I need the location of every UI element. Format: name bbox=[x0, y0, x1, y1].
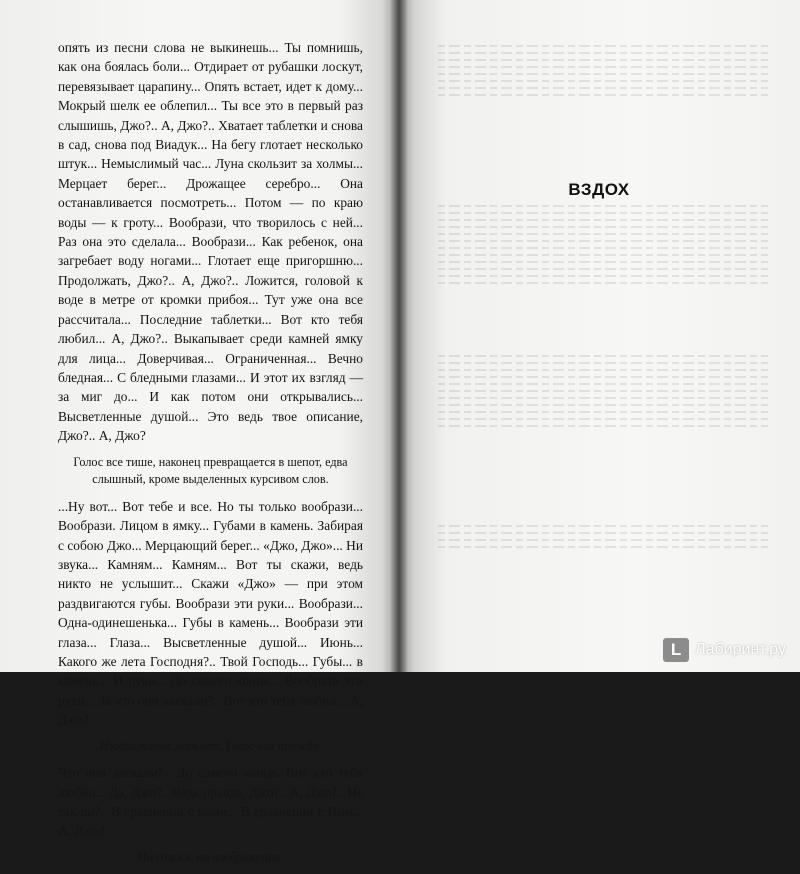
site-watermark bbox=[663, 638, 786, 662]
watermark-text: Лабиринт.ру bbox=[695, 641, 786, 658]
left-page bbox=[0, 0, 398, 864]
paragraph-1: опять из песни слова не выкинешь... Ты помнишь, как она боялась боли... Отдирает от рубашки лоскут, перевязывает царапину... Опять встает, идет к дому... Мокрый шелк ее облепил... Ты все это в первый раз слышишь, Джо?.. А, Джо?.. Хватает таблетки и снова в сад, снова под Виадук... На бегу глотает несколько штук... Немыслимый час... Луна скользит за холмы... Мерцает берег... Дрожащее серебро... Она останавливается посмотреть... Потом — по краю воды — к гроту... Вообрази, что творилось с ней... Раз она это сделала... Вообрази... Как ребенок, она загребает воду ногами... Глотает еще пригоршню... Продолжать, Джо?.. А, Джо?.. Ложится, головой к воде в метре от кромки прибоя... Тут уже она все рассчитала... Последние таблетки... Вот кто тебя любил... А, Джо?.. Выкапывает среди камней ямку для лица... Доверчивая... Ограниченная... Вечно бледная... С бледными глазами... И этот их взгляд — за миг до... И как потом они открывались... Высветленные душой... Это ведь твое описание, Джо?.. А, Джо? bbox=[58, 40, 363, 444]
labirint-logo-icon: L bbox=[663, 638, 689, 662]
stage-direction-3: Ни голоса, ни изображения. bbox=[137, 849, 284, 864]
show-through-text bbox=[438, 200, 768, 212]
chapter-title: ВЗДОХ bbox=[568, 180, 630, 199]
paragraph-3: Что они ласкали?.. До самого конца. Вот кто тебя любил... Да, Джо?.. Ведь правда, Джо?.. А, Джо?.. Не так ли?.. В сравнении с нами... В сравнении с Ним... А, Джо? bbox=[58, 765, 363, 839]
stage-direction-2: Изображение меркнет. Голос как прежде. bbox=[99, 738, 322, 753]
show-through-text bbox=[438, 350, 768, 362]
right-page bbox=[398, 0, 800, 672]
left-page-text bbox=[58, 38, 363, 874]
book-spine-shadow bbox=[390, 0, 408, 672]
show-through-text bbox=[438, 520, 768, 532]
paragraph-2: ...Ну вот... Вот тебе и все. Но ты только вообрази... Вообрази. Лицом в ямку... Губами в камень. Забирая с собою Джо... Мерцающий берег... «Джо, Джо»... Ни звука... Камням... Камням... Вот ты скажи, ведь никто не услышит... Скажи «Джо» — при этом раздвигаются губы. Вообрази эти руки... Вообрази... Одна-одинешенька... Губы в камень... Вообрази эти глаза... Глаза... Высветленные душой... Июнь... Какого же лета Господня?.. Твой Господь... Губы... в камень... И руки... До самого конца... Вообрази эти руки... За что они ласкали?.. Вот кто тебя любил... А, Джо? bbox=[58, 498, 363, 728]
show-through-text bbox=[438, 40, 768, 52]
stage-direction-1: Голос все тише, наконец превращается в шепот, едва слышный, кроме выделенных курсивом слов. bbox=[73, 454, 348, 487]
